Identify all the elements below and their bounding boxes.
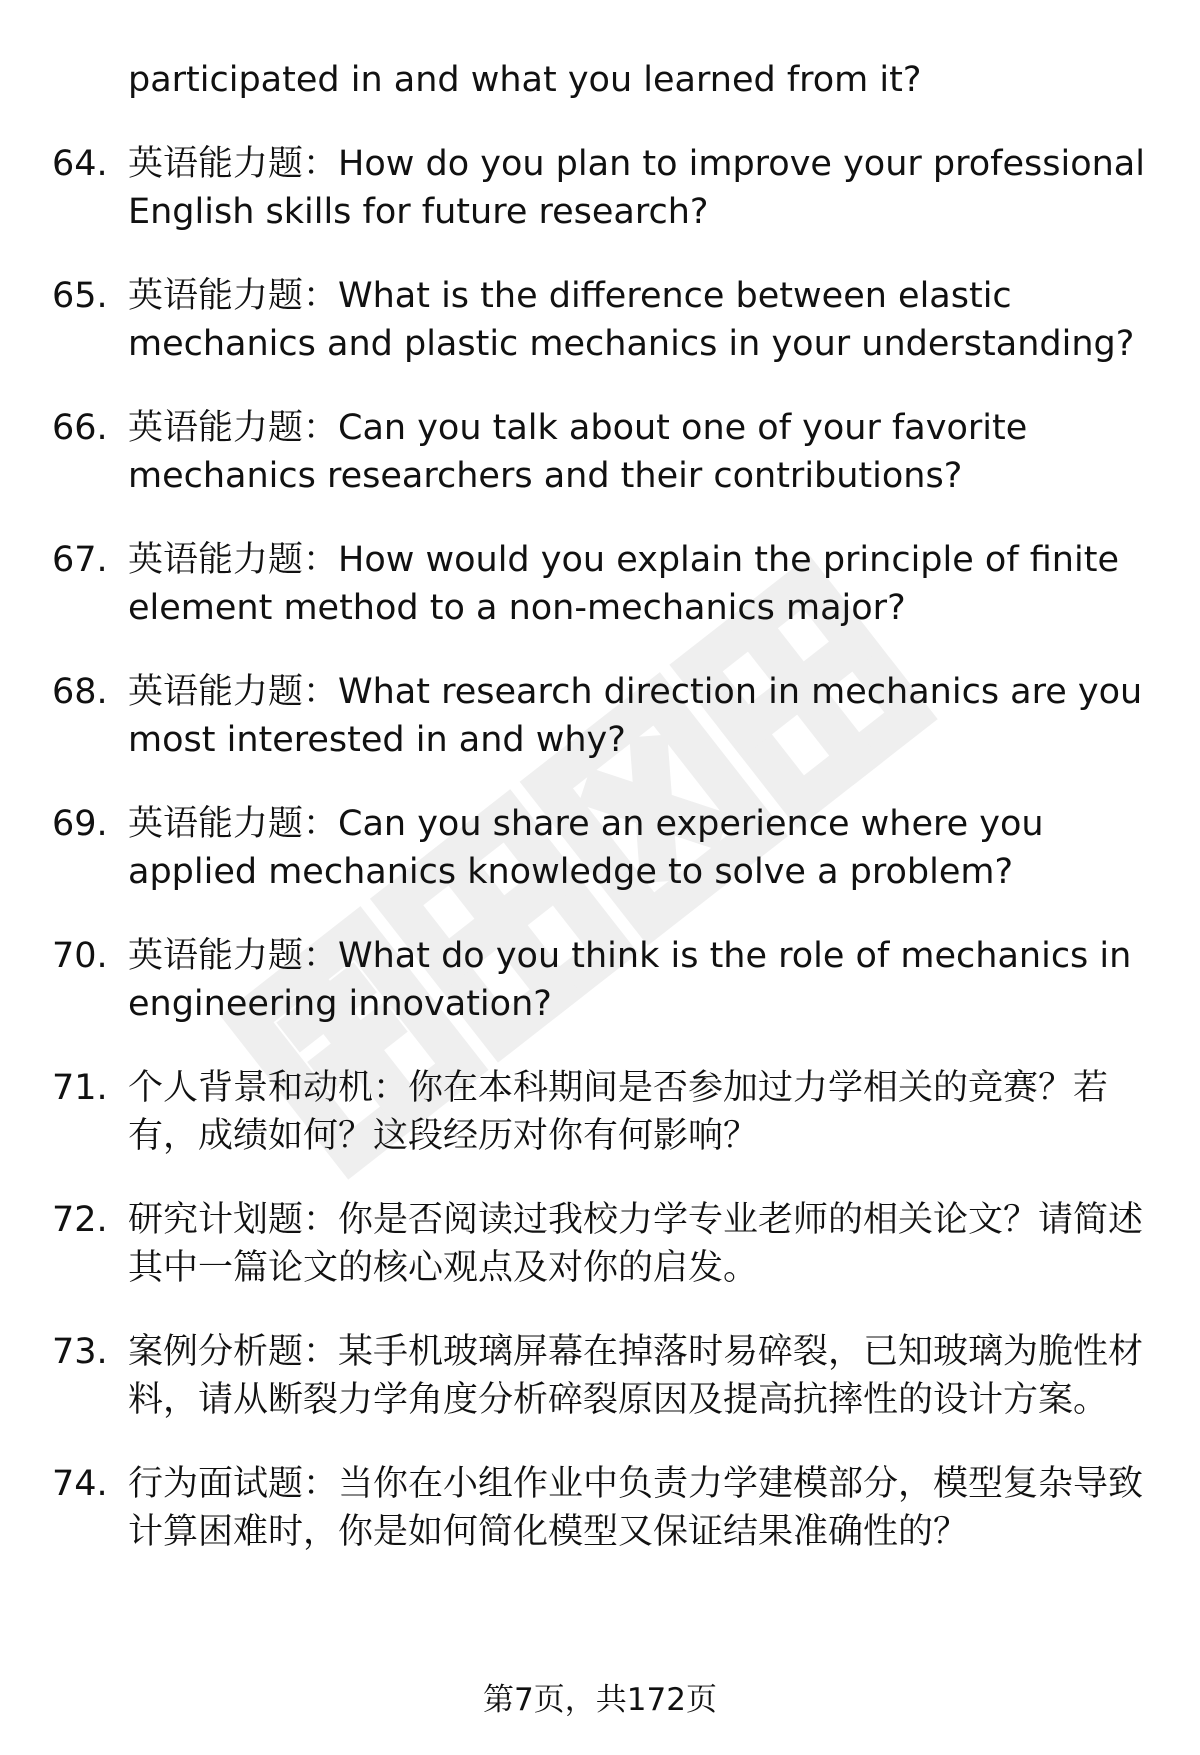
list-item	[0, 932, 1200, 1028]
question-text: 英语能力题：Can you share an experience where you applied mechanics knowledge to solve a problem?	[128, 804, 1044, 892]
question-list	[0, 140, 1200, 1592]
question-number: 67.	[52, 540, 108, 580]
question-number: 69.	[52, 804, 108, 844]
list-item	[0, 140, 1200, 236]
question-number: 73.	[52, 1332, 108, 1372]
list-item	[0, 1196, 1200, 1292]
question-text: 英语能力题：What is the difference between elastic mechanics and plastic mechanics in your understanding?	[128, 276, 1135, 364]
page-footer: 第7页，共172页	[483, 1682, 717, 1718]
question-number: 74.	[52, 1464, 108, 1504]
question-text: 研究计划题：你是否阅读过我校力学专业老师的相关论文？请简述其中一篇论文的核心观点及对你的启发。	[128, 1200, 1144, 1288]
question-number: 65.	[52, 276, 108, 316]
list-item	[0, 1460, 1200, 1556]
list-item	[0, 1064, 1200, 1160]
continuation-text: participated in and what you learned from it?	[128, 60, 922, 100]
list-item	[0, 800, 1200, 896]
question-number: 66.	[52, 408, 108, 448]
question-number: 68.	[52, 672, 108, 712]
question-text: 案例分析题：某手机玻璃屏幕在掉落时易碎裂，已知玻璃为脆性材料，请从断裂力学角度分析碎裂原因及提高抗摔性的设计方案。	[128, 1332, 1144, 1420]
list-item	[0, 668, 1200, 764]
question-text: 英语能力题：Can you talk about one of your favorite mechanics researchers and their contributions?	[128, 408, 1028, 496]
question-text: 英语能力题：How do you plan to improve your professional English skills for future research?	[128, 144, 1145, 232]
list-item	[0, 536, 1200, 632]
question-text: 个人背景和动机：你在本科期间是否参加过力学相关的竞赛？若有，成绩如何？这段经历对你有何影响？	[128, 1068, 1109, 1156]
question-text: 英语能力题：What do you think is the role of mechanics in engineering innovation?	[128, 936, 1132, 1024]
list-item	[0, 1328, 1200, 1424]
question-number: 64.	[52, 144, 108, 184]
question-text: 行为面试题：当你在小组作业中负责力学建模部分，模型复杂导致计算困难时，你是如何简化模型又保证结果准确性的？	[128, 1464, 1144, 1552]
question-number: 72.	[52, 1200, 108, 1240]
list-item	[0, 272, 1200, 368]
list-item	[0, 404, 1200, 500]
question-text: 英语能力题：How would you explain the principle of finite element method to a non-mechanics major?	[128, 540, 1119, 628]
question-text: 英语能力题：What research direction in mechanics are you most interested in and why?	[128, 672, 1143, 760]
question-number: 71.	[52, 1068, 108, 1108]
question-number: 70.	[52, 936, 108, 976]
